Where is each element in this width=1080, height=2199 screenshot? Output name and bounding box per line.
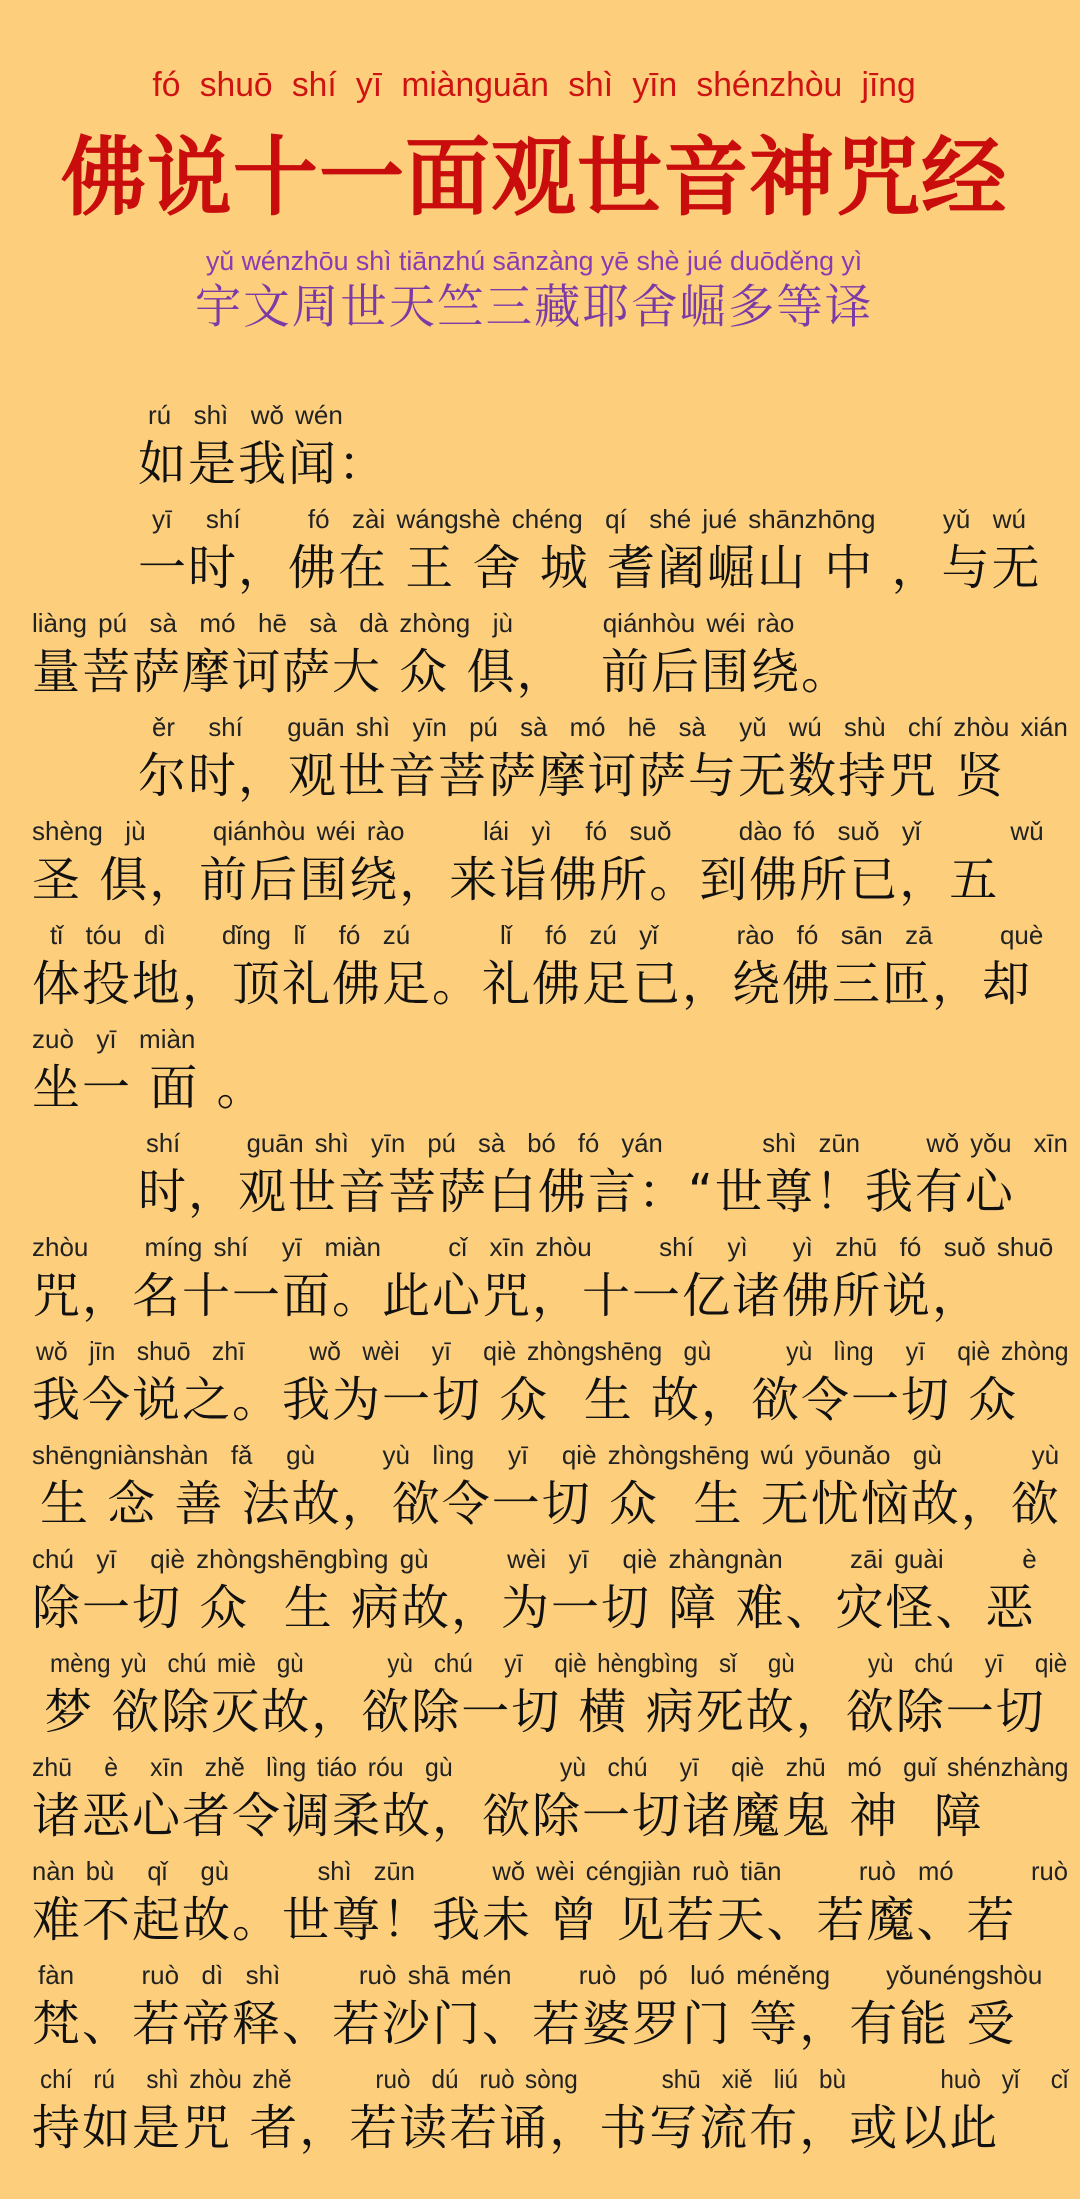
pinyin-line: tǐ tóu dì dǐng lǐ fó zú lǐ fó zú yǐ rào fó sān zā què [50, 920, 1044, 950]
pinyin-line: zhū è xīn zhě lìng tiáo róu gù yù chú yī qiè zhū mó guǐ shénzhàng [32, 1752, 1069, 1782]
hanzi-line: 尔时，观世音菩萨摩诃萨与无数持咒 贤 [138, 748, 1006, 804]
pinyin-line: nàn bù qǐ gù shì zūn wǒ wèi céngjiàn ruò tiān ruò mó ruò [32, 1856, 1069, 1886]
hanzi-line: 体投地，顶礼佛足。礼佛足已，绕佛三匝，却 [32, 956, 1033, 1012]
text-line [0, 504, 1080, 608]
hanzi-line: 咒，名十一面。此心咒，十一亿诸佛所说， [32, 1268, 983, 1324]
hanzi-line: 诸恶心者令调柔故，欲除一切诸魔鬼 神 障 [32, 1788, 984, 1844]
text-line [0, 1544, 1080, 1648]
pinyin-line: liàng pú sà mó hē sà dà zhòng jù qiánhòu wéi rào [32, 608, 795, 638]
hanzi-line: 生 念 善 法故，欲令一切 众 生 无忧恼故，欲 [40, 1476, 1061, 1532]
pinyin-line: yī shí fó zài wángshè chéng qí shé jué shānzhōng yǔ wú [152, 504, 1026, 534]
pinyin-line: fàn ruò dì shì ruò shā mén ruò pó luó méněng yǒunéngshòu [38, 1960, 1043, 1990]
hanzi-line: 坐一 面 。 [32, 1060, 267, 1116]
hanzi-line: 时，观世音菩萨白佛言：“世尊！我有心 [138, 1164, 1015, 1220]
text-line [0, 1128, 1080, 1232]
pinyin-line: chú yī qiè zhòngshēngbìng gù wèi yī qiè zhàngnàn zāi guài è [32, 1544, 1037, 1574]
text-line [0, 1960, 1080, 2064]
hanzi-line: 除一切 众 生 病故，为一切 障 难、灾怪、恶 [32, 1580, 1036, 1636]
text-line [0, 1648, 1080, 1752]
hanzi-line: 我今说之。我为一切 众 生 故，欲令一切 众 [32, 1372, 1019, 1428]
text-line [0, 1440, 1080, 1544]
pinyin-line: zuò yī miàn [32, 1024, 196, 1054]
text-line [0, 1024, 1080, 1128]
text-line [0, 712, 1080, 816]
hanzi-line: 圣 俱，前后围绕，来诣佛所。到佛所已，五 [32, 852, 1000, 908]
pinyin-line: zhòu míng shí yī miàn cǐ xīn zhòu shí yì yì zhū fó suǒ shuō [32, 1232, 1054, 1262]
text-line [0, 1856, 1080, 1960]
text-line [0, 1752, 1080, 1856]
text-line [0, 1232, 1080, 1336]
pinyin-line: shēngniànshàn fǎ gù yù lìng yī qiè zhòngshēng wú yōunǎo gù yù [32, 1440, 1060, 1470]
sutra-title: 佛说十一面观世音神咒经 [60, 127, 1008, 228]
title-pinyin: fó shuō shí yī miànguān shì yīn shénzhòu jīng [152, 66, 916, 104]
pinyin-line: shèng jù qiánhòu wéi rào lái yì fó suǒ dào fó suǒ yǐ wǔ [32, 816, 1044, 846]
pinyin-line: chí rú shì zhòu zhě ruò dú ruò sòng shū xiě liú bù huò yǐ cǐ [40, 2064, 1069, 2094]
pinyin-line: shí guān shì yīn pú sà bó fó yán shì zūn wǒ yǒu xīn [146, 1128, 1068, 1158]
hanzi-line: 量菩萨摩诃萨大 众 俱， 前后围绕。 [32, 644, 852, 700]
text-line [0, 816, 1080, 920]
hanzi-line: 如是我闻： [138, 436, 389, 492]
hanzi-line: 梦 欲除灭故，欲除一切 横 病死故，欲除一切 [44, 1684, 1046, 1740]
pinyin-line: rú shì wǒ wén [148, 400, 343, 430]
translator-pinyin: yǔ wénzhōu shì tiānzhú sānzàng yē shè jué duōděng yì [205, 246, 863, 276]
hanzi-line: 一时，佛在 王 舍 城 耆阇崛山 中 ，与无 [138, 540, 1042, 596]
translator-credit: 宇文周世天竺三藏耶舍崛多等译 [194, 280, 874, 335]
pinyin-line: mèng yù chú miè gù yù chú yī qiè hèngbìng sǐ gù yù chú yī qiè [50, 1648, 1068, 1678]
text-line [0, 920, 1080, 1024]
text-line [0, 1336, 1080, 1440]
text-line [0, 400, 1080, 504]
hanzi-line: 难不起故。世尊！我未 曾 见若天、若魔、若 [32, 1892, 1017, 1948]
pinyin-line: ěr shí guān shì yīn pú sà mó hē sà yǔ wú shù chí zhòu xián [152, 712, 1068, 742]
hanzi-line: 持如是咒 者，若读若诵，书写流布，或以此 [32, 2100, 1000, 2156]
text-line [0, 2064, 1080, 2168]
pinyin-line: wǒ jīn shuō zhī wǒ wèi yī qiè zhòngshēng gù yù lìng yī qiè zhòng [36, 1336, 1069, 1366]
hanzi-line: 梵、若帝释、若沙门、若婆罗门 等，有能 受 [32, 1996, 1017, 2052]
text-line [0, 608, 1080, 712]
